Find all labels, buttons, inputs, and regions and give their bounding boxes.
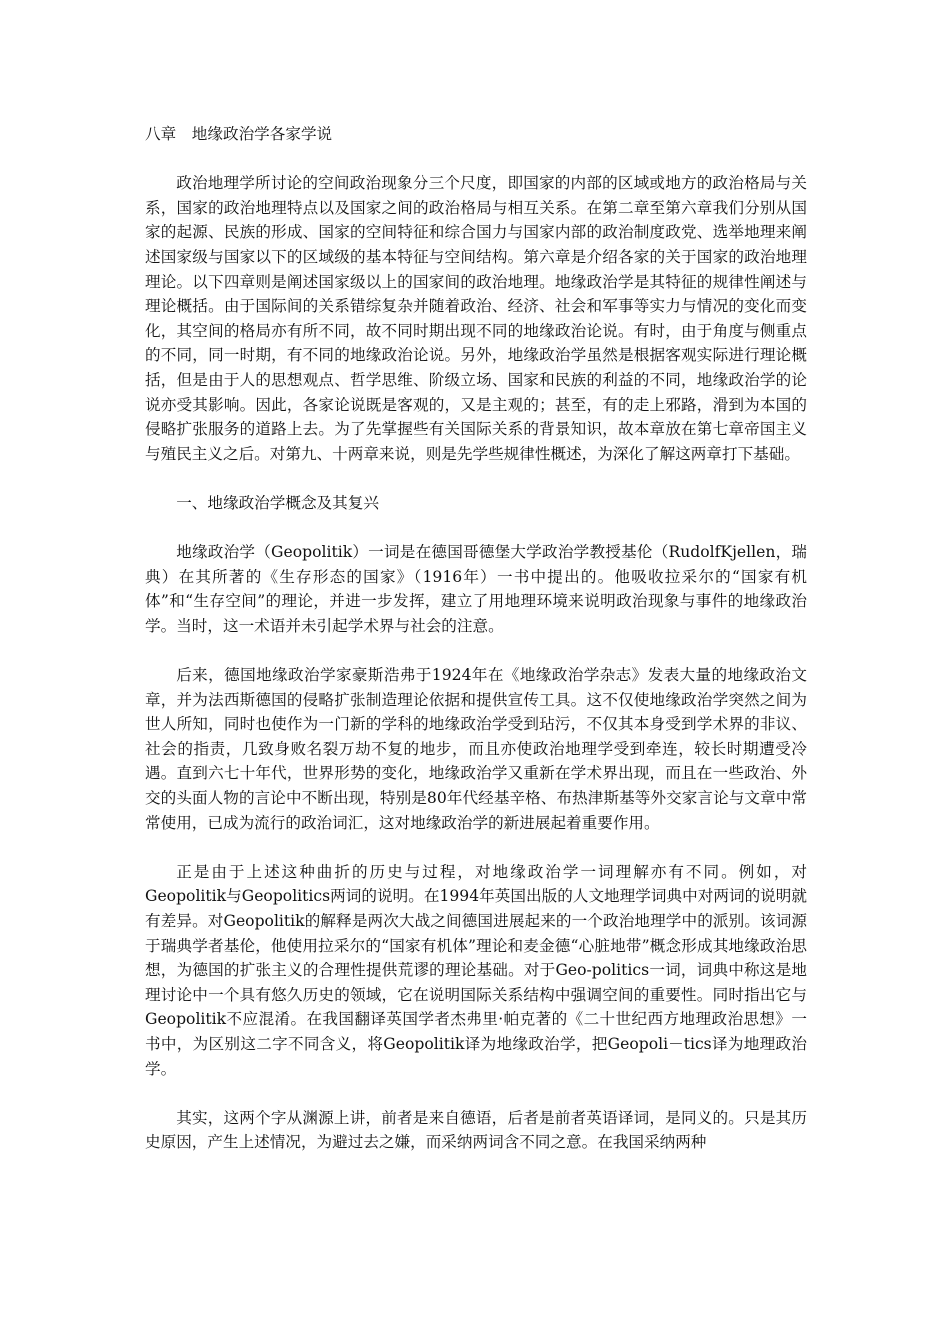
intro-paragraph: 政治地理学所讨论的空间政治现象分三个尺度，即国家的内部的区域或地方的政治格局与关系，国家的政治地理特点以及国家之间的政治格局与相互关系。在第二章至第六章我们分别从国家的起源、民族的形成、国家的空间特征和综合国力与国家内部的政治制度政党、选举地理来阐述国家级与国家以下的区域级的基本特征与空间结构。第六章是介绍各家的关于国家的政治地理理论。以下四章则是阐述国家级以上的国家间的政治地理。地缘政治学是其特征的规律性阐述与理论概括。由于国际间的关系错综复杂并随着政治、经济、社会和军事等实力与情况的变化而变化，其空间的格局亦有所不同，故不同时期出现不同的地缘政治论说。有时，由于角度与侧重点的不同，同一时期，有不同的地缘政治论说。另外，地缘政治学虽然是根据客观实际进行理论概括，但是由于人的思想观点、哲学思维、阶级立场、国家和民族的利益的不同，地缘政治学的论说亦受其影响。因此，各家论说既是客观的，又是主观的；甚至，有的走上邪路，滑到为本国的侵略扩张服务的道路上去。为了先掌握些有关国际关系的背景知识，故本章放在第七章帝国主义与殖民主义之后。对第九、十两章来说，则是先学些规律性概述，为深化了解这两章打下基础。 [145,174,807,463]
body-paragraph-4: 其实，这两个字从渊源上讲，前者是来自德语，后者是前者英语译词，是同义的。只是其历史原因，产生上述情况，为避过去之嫌，而采纳两词含不同之意。在我国采纳两种 [145,1108,807,1152]
chapter-title: 八章 地缘政治学各家学说 [145,125,333,143]
body-paragraph-2: 后来，德国地缘政治学家豪斯浩弗于1924年在《地缘政治学杂志》发表大量的地缘政治文章，并为法西斯德国的侵略扩张制造理论依据和提供宣传工具。这不仅使地缘政治学突然之间为世人所知，同时也使作为一门新的学科的地缘政治学受到玷污，不仅其本身受到学术界的非议、社会的指责，几致身败名裂万劫不复的地步，而且亦使政治地理学受到牵连，较长时期遭受冷遇。直到六七十年代，世界形势的变化，地缘政治学又重新在学术界出现，而且在一些政治、外交的头面人物的言论中不断出现，特别是80年代经基辛格、布热津斯基等外交家言论与文章中常常使用，已成为流行的政治词汇，这对地缘政治学的新进展起着重要作用。 [145,666,807,832]
body-paragraph-1: 地缘政治学（Geopolitik）一词是在德国哥德堡大学政治学教授基伦（RudolfKjellen，瑞典）在其所著的《生存形态的国家》（1916年）一书中提出的。他吸收拉采尔的“国家有机体”和“生存空间”的理论，并进一步发挥，建立了用地理环境来说明政治现象与事件的地缘政治学。当时，这一术语并未引起学术界与社会的注意。 [145,543,807,635]
body-paragraph-3: 正是由于上述这种曲折的历史与过程，对地缘政治学一词理解亦有不同。例如，对Geopolitik与Geopolitics两词的说明。在1994年英国出版的人文地理学词典中对两词的说明就有差异。对Geopolitik的解释是两次大战之间德国进展起来的一个政治地理学中的派别。该词源于瑞典学者基伦，他使用拉采尔的“国家有机体”理论和麦金德“心脏地带”概念形成其地缘政治思想，为德国的扩张主义的合理性提供荒谬的理论基础。对于Geo-politics一词，词典中称这是地理讨论中一个具有悠久历史的领域，它在说明国际关系结构中强调空间的重要性。同时指出它与Geopolitik不应混淆。在我国翻译英国学者杰弗里·帕克著的《二十世纪西方地理政治思想》一书中，为区别这二字不同含义，将Geopolitik译为地缘政治学，把Geopoli－tics译为地理政治学。 [145,862,807,1078]
section-title: 一、地缘政治学概念及其复兴 [176,493,379,512]
document-page [145,122,807,1180]
